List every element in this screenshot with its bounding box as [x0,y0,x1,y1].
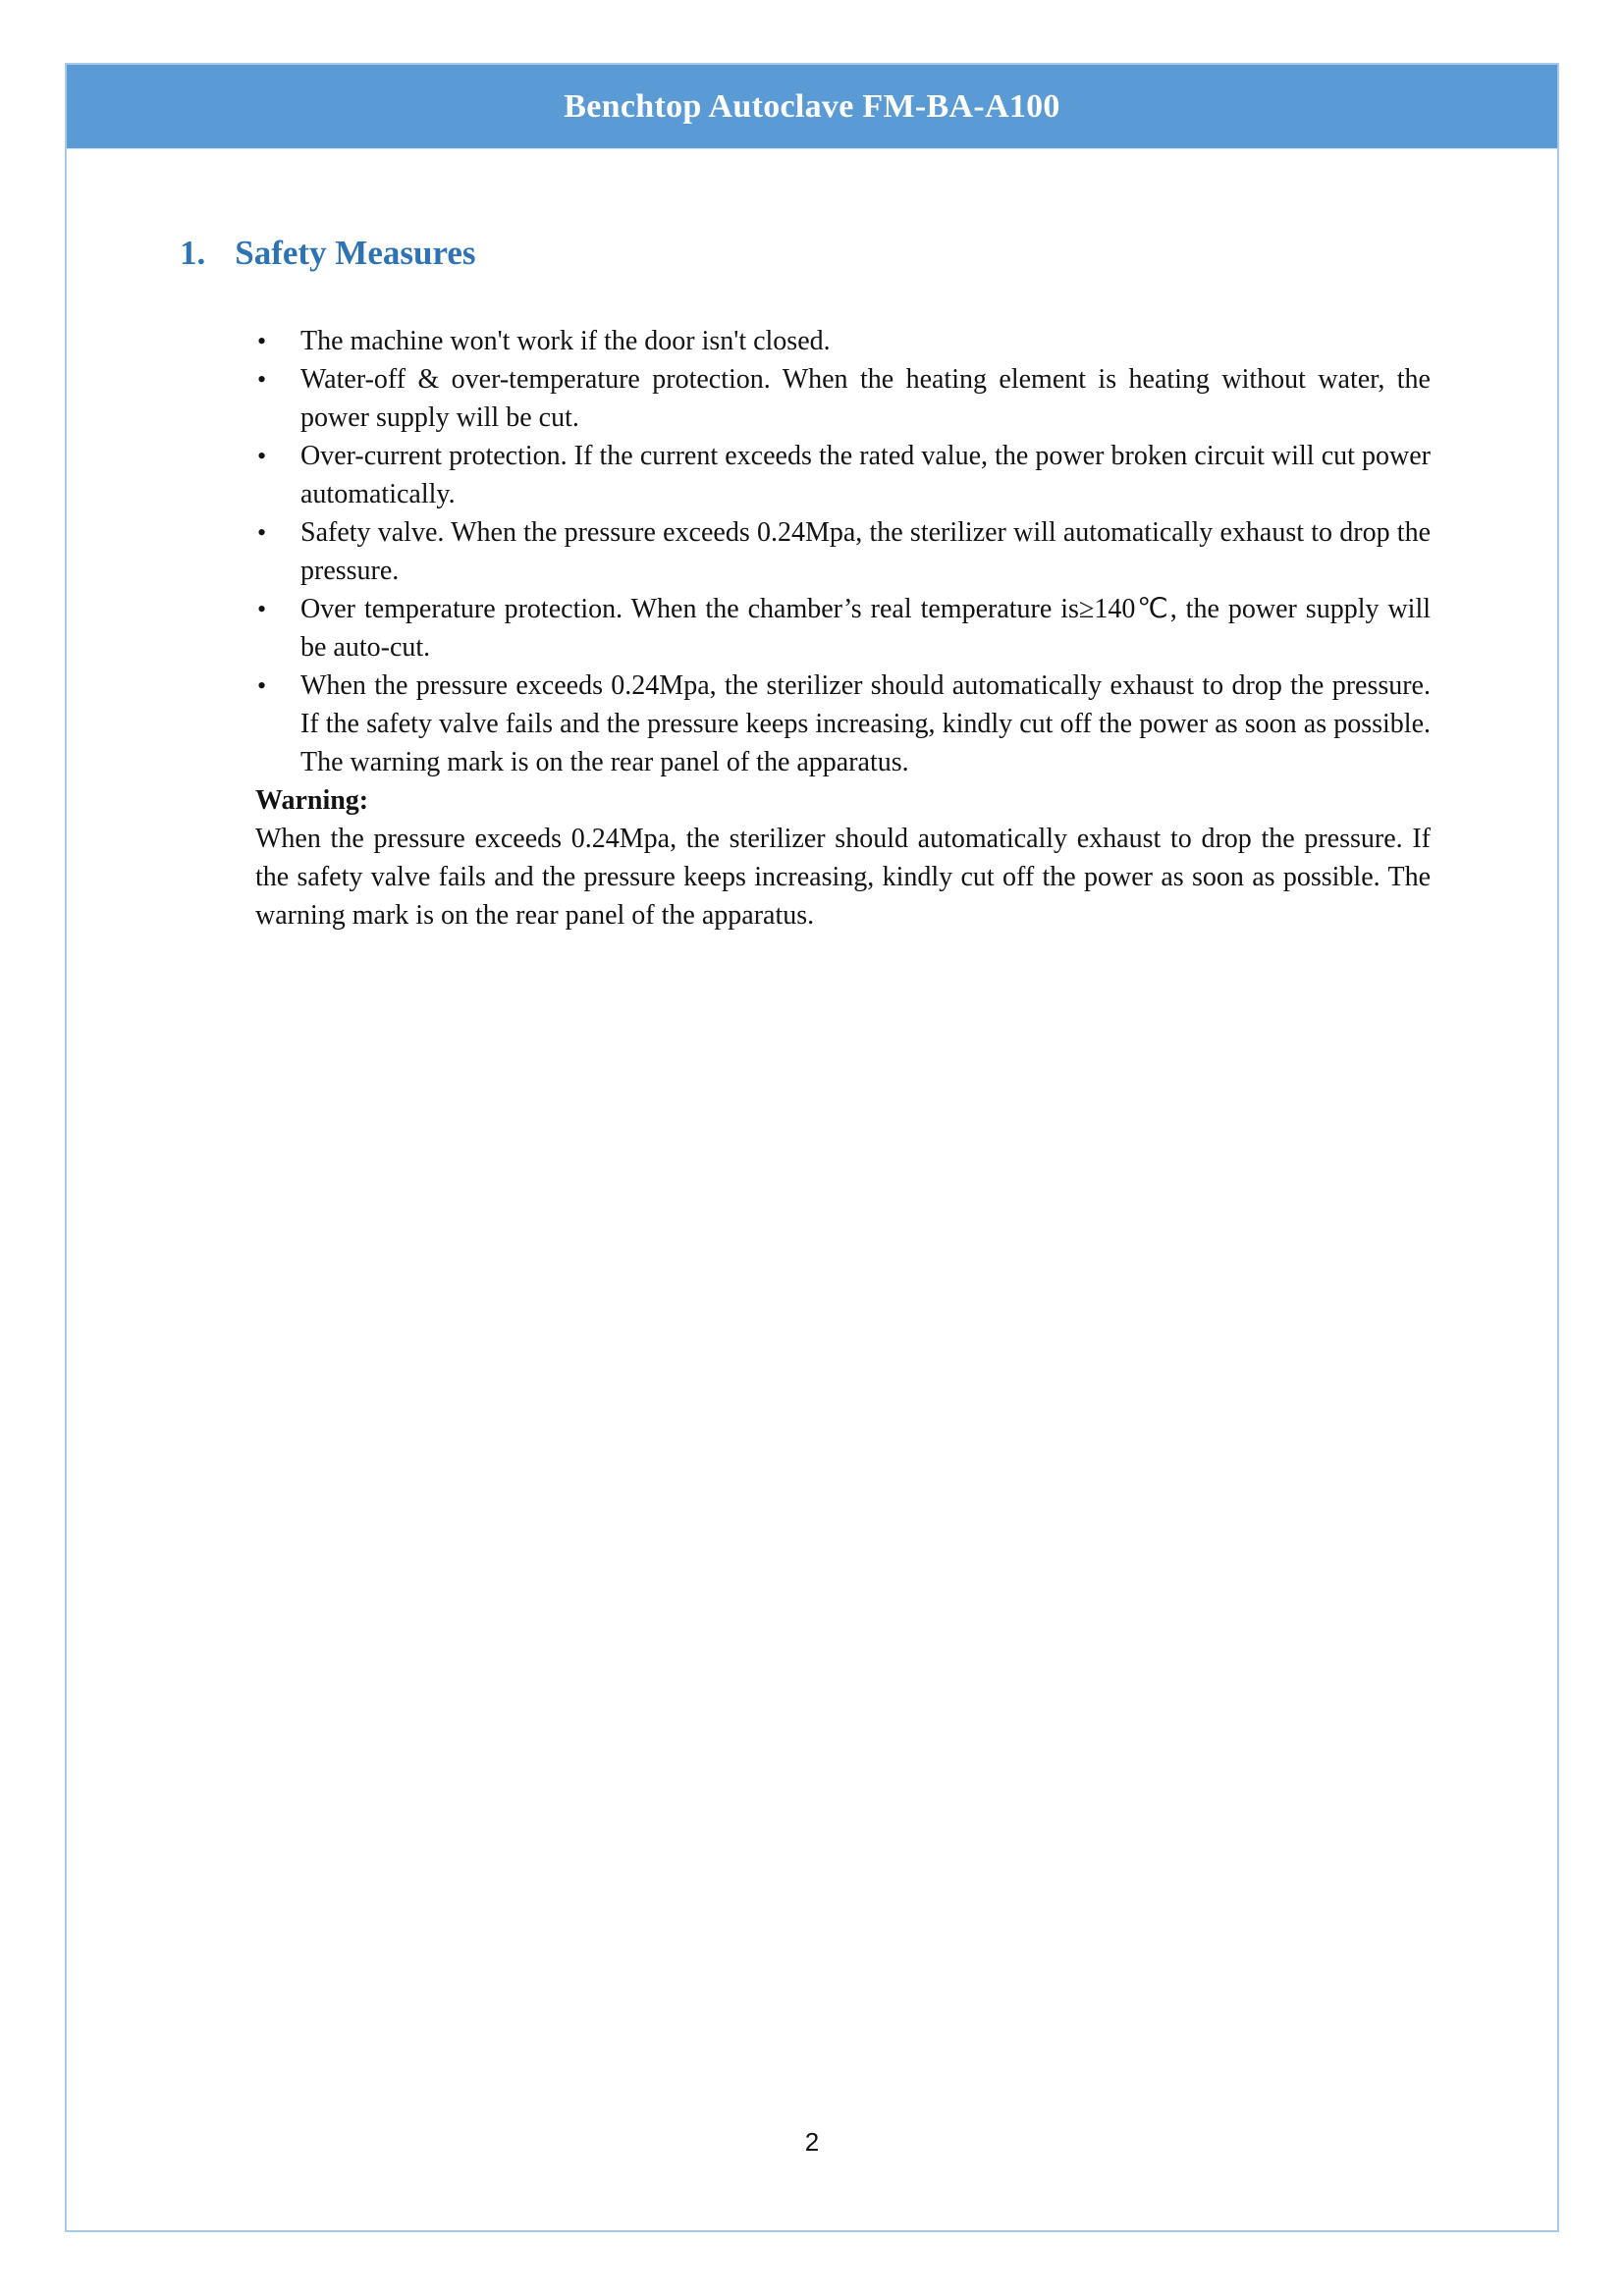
warning-label: Warning: [255,785,369,816]
list-item [255,590,1431,667]
bullet-icon: • [257,442,267,470]
section-title: Safety Measures [235,234,476,272]
list-item-text: Over-current protection. If the current exceeds the rated value, the power broken circuit will cut power automatically. [300,441,1431,509]
section-heading [180,234,1431,273]
bullet-icon: • [257,595,267,623]
page-number: 2 [804,2127,820,2157]
list-item [255,360,1431,437]
page-frame [65,63,1559,2232]
list-item-text: Water-off & over-temperature protection. When the heating element is heating without water, the power supply will be cut. [300,364,1431,433]
document-title: Benchtop Autoclave FM-BA-A100 [564,87,1060,125]
list-item-text: The machine won't work if the door isn't closed. [300,326,831,356]
list-item [255,322,1431,360]
document-body [180,234,1431,934]
safety-bullet-list [255,322,1431,781]
list-item [255,513,1431,590]
list-item [255,667,1431,781]
list-item-text: When the pressure exceeds 0.24Mpa, the sterilizer should automatically exhaust to drop the pressure. If the safety valve fails and the pressure keeps increasing, kindly cut off the power as soon as possible. The warning mark is on the rear panel of the apparatus. [300,670,1431,777]
list-item-text: Safety valve. When the pressure exceeds 0.24Mpa, the sterilizer will automatically exhaust to drop the pressure. [300,517,1431,586]
bullet-icon: • [257,365,267,394]
list-item-text: Over temperature protection. When the chamber’s real temperature is≥140℃, the power supply will be auto-cut. [300,594,1431,663]
bullet-icon: • [257,518,267,547]
warning-paragraph: When the pressure exceeds 0.24Mpa, the sterilizer should automatically exhaust to drop the pressure. If the safety valve fails and the pressure keeps increasing, kindly cut off the power as soon as possible. The warning mark is on the rear panel of the apparatus. [255,824,1431,931]
section-number: 1. [180,234,206,272]
bullet-icon: • [257,671,267,700]
bullet-icon: • [257,327,267,355]
document-header-band [67,65,1557,149]
list-item [255,437,1431,513]
